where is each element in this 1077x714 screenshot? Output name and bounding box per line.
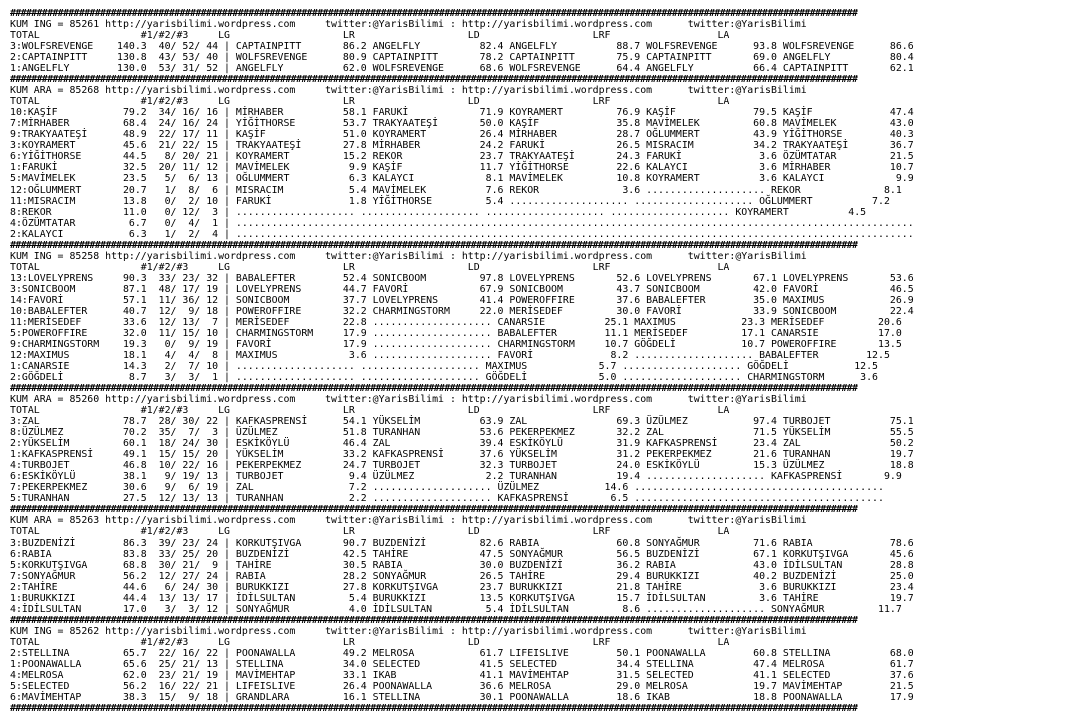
separator-line: ################################################################################################################################################################	[10, 383, 858, 395]
race-header-line: KUM ING = 85262 http://yarisbilimi.wordpress.com twitter:@YarisBilimi : http://yarisbilimi.wordpress.com twitter:@YarisBilimi	[10, 625, 807, 637]
race-row: 12:MAXIMUS 18.1 4/ 4/ 8 | MAXIMUS 3.6 .................... FAVORİ 8.2 .................... BABALEFTER 12.5	[10, 349, 890, 361]
race-statistics-report	[10, 8, 1077, 714]
race-row: 13:LOVELYPRENS 90.3 33/ 23/ 32 | BABALEFTER 52.4 SONICBOOM 97.8 LOVELYPRENS 52.6 LOVELYPRENS 67.1 LOVELYPRENS 53.6	[10, 272, 914, 284]
race-row: 4:TURBOJET 46.8 10/ 22/ 16 | PEKERPEKMEZ 24.7 TURBOJET 32.3 TURBOJET 24.0 ESKİKÖYLÜ 15.3 ÜZÜLMEZ 18.8	[10, 460, 914, 472]
race-row: 1:POONAWALLA 65.6 25/ 21/ 13 | STELLINA 34.0 SELECTED 41.5 SELECTED 34.4 STELLINA 47.4 MELROSA 61.7	[10, 658, 914, 670]
race-row: 2:STELLINA 65.7 22/ 16/ 22 | POONAWALLA 49.2 MELROSA 61.7 LIFEISLIVE 50.1 POONAWALLA 60.8 STELLINA 68.0	[10, 647, 914, 659]
race-row: 7:MİRHABER 68.4 24/ 16/ 24 | YİĞİTHORSE 53.7 TRAKYAATEŞİ 50.0 KAŞİF 35.8 MAVİMELEK 60.8 MAVİMELEK 43.0	[10, 118, 914, 130]
race-header-line: KUM ARA = 85268 http://yarisbilimi.wordpress.com twitter:@YarisBilimi : http://yarisbilimi.wordpress.com twitter:@YarisBilimi	[10, 85, 807, 97]
race-row: 9:CHARMINGSTORM 19.3 0/ 9/ 19 | FAVORİ 17.9 .................... CHARMINGSTORM 10.7 GÖĞDELİ 10.7 POWEROFFIRE 13.5	[10, 338, 902, 350]
separator-line: ################################################################################################################################################################	[10, 702, 858, 714]
column-header-line: TOTAL #1/#2/#3 LG LR LD LRF LA	[10, 30, 730, 42]
race-header-line: KUM ING = 85258 http://yarisbilimi.wordpress.com twitter:@YarisBilimi : http://yarisbilimi.wordpress.com twitter:@YarisBilimi	[10, 250, 807, 262]
race-header-line: KUM ING = 85261 http://yarisbilimi.wordpress.com twitter:@YarisBilimi : http://yarisbilimi.wordpress.com twitter:@YarisBilimi	[10, 19, 807, 31]
race-row: 1:KAFKASPRENSİ 49.1 15/ 15/ 20 | YÜKSELİM 33.2 KAFKASPRENSİ 37.6 YÜKSELİM 31.2 PEKERPEKMEZ 21.6 TURANHAN 19.7	[10, 449, 914, 461]
race-row: 8:ÜZÜLMEZ 70.2 35/ 7/ 3 | ÜZÜLMEZ 51.8 TURANHAN 53.6 PEKERPEKMEZ 32.2 ZAL 71.5 YÜKSELİM 55.5	[10, 427, 914, 439]
race-row: 7:SONYAĞMUR 56.2 12/ 27/ 24 | RABIA 28.2 SONYAĞMUR 26.5 TAHİRE 29.4 BURUKKIZI 40.2 BUZDENİZİ 25.0	[10, 570, 914, 582]
race-row: 2:KALAYCI 6.3 1/ 2/ 4 | ..................................................................................................................	[10, 228, 914, 240]
race-row: 3:KOYRAMERT 45.6 21/ 22/ 15 | TRAKYAATEŞİ 27.8 MİRHABER 24.2 FARUKİ 26.5 MISRACIM 34.2 TRAKYAATEŞİ 36.7	[10, 140, 914, 152]
race-row: 14:FAVORİ 57.1 11/ 36/ 12 | SONICBOOM 37.7 LOVELYPRENS 41.4 POWEROFFIRE 37.6 BABALEFTER 35.0 MAXIMUS 26.9	[10, 294, 914, 306]
race-row: 1:ANGELFLY 130.0 53/ 31/ 52 | ANGELFLY 62.0 WOLFSREVENGE 68.6 WOLFSREVENGE 64.4 ANGELFLY 66.4 CAPTAINPITT 62.1	[10, 63, 914, 75]
column-header-line: TOTAL #1/#2/#3 LG LR LD LRF LA	[10, 405, 730, 417]
race-row: 10:KAŞİF 79.2 34/ 16/ 16 | MİRHABER 58.1 FARUKİ 71.9 KOYRAMERT 76.9 KAŞİF 79.5 KAŞİF 47.4	[10, 107, 914, 119]
race-row: 1:BURUKKIZI 44.4 13/ 13/ 17 | İDİLSULTAN 5.4 BURUKKIZI 13.5 KORKUTŞIVGA 15.7 İDİLSULTAN 3.6 TAHİRE 19.7	[10, 592, 914, 604]
race-header-line: KUM ARA = 85260 http://yarisbilimi.wordpress.com twitter:@YarisBilimi : http://yarisbilimi.wordpress.com twitter:@YarisBilimi	[10, 394, 807, 406]
race-row: 1:CANARSIE 14.3 2/ 7/ 10 | .................... .................... MAXIMUS 5.7 .................... GÖĞDELİ 12.5	[10, 361, 879, 372]
race-row: 9:TRAKYAATEŞİ 48.9 22/ 17/ 11 | KAŞİF 51.0 KOYRAMERT 26.4 MİRHABER 28.7 OĞLUMMERT 43.9 YİĞİTHORSE 40.3	[10, 129, 914, 141]
race-row: 6:RABIA 83.8 33/ 25/ 20 | BUZDENİZİ 42.5 TAHİRE 47.5 SONYAĞMUR 56.5 BUZDENİZİ 67.1 KORKUTŞIVGA 45.6	[10, 548, 914, 560]
race-row: 2:TAHİRE 44.6 6/ 24/ 30 | BURUKKIZI 27.8 KORKUTŞIVGA 23.7 BURUKKIZI 21.8 TAHİRE 3.6 BURUKKIZI 23.4	[10, 581, 914, 593]
separator-line: ################################################################################################################################################################	[10, 504, 858, 516]
separator-line: ################################################################################################################################################################	[10, 8, 858, 19]
race-row: 10:BABALEFTER 40.7 12/ 9/ 18 | POWEROFFIRE 32.2 CHARMINGSTORM 22.0 MERİSEDEF 30.0 FAVORİ 33.9 SONICBOOM 22.4	[10, 305, 914, 317]
race-row: 6:YİĞİTHORSE 44.5 8/ 20/ 21 | KOYRAMERT 15.2 REKOR 23.7 TRAKYAATEŞİ 24.3 FARUKİ 3.6 ÖZÜMTATAR 21.5	[10, 151, 914, 163]
race-row: 5:KORKUTŞIVGA 68.8 30/ 21/ 9 | TAHİRE 30.5 RABIA 30.0 BUZDENİZİ 36.2 RABIA 43.0 İDİLSULTAN 28.8	[10, 559, 914, 571]
race-row: 5:SELECTED 56.2 16/ 22/ 21 | LIFEISLIVE 26.4 POONAWALLA 36.6 MELROSA 29.0 MELROSA 19.7 MAVİMEHTAP 21.5	[10, 680, 914, 692]
race-row: 8:REKOR 11.0 0/ 12/ 3 | .................... .................... .................... .................... KOYRAMERT 4.5	[10, 206, 867, 218]
race-row: 7:PEKERPEKMEZ 30.6 9/ 6/ 19 | ZAL 7.2 .................... ÜZÜLMEZ 14.6 ..........................................	[10, 482, 884, 494]
race-row: 11:MISRACIM 13.8 0/ 2/ 10 | FARUKİ 1.8 YİĞİTHORSE 5.4 .................... .................... OĞLUMMERT 7.2	[10, 195, 890, 207]
column-header-line: TOTAL #1/#2/#3 LG LR LD LRF LA	[10, 526, 730, 538]
race-row: 4:MELROSA 62.0 23/ 21/ 19 | MAVİMEHTAP 33.1 IKAB 41.1 MAVİMEHTAP 31.5 SELECTED 41.1 SELECTED 37.6	[10, 669, 914, 681]
column-header-line: TOTAL #1/#2/#3 LG LR LD LRF LA	[10, 96, 730, 108]
race-row: 12:OĞLUMMERT 20.7 1/ 8/ 6 | MISRACIM 5.4 MAVİMELEK 7.6 REKOR 3.6 .................... REKOR 8.1	[10, 184, 902, 196]
race-row: 6:ESKİKÖYLÜ 38.1 9/ 19/ 13 | TURBOJET 9.4 ÜZÜLMEZ 2.2 TURANHAN 19.4 .................... KAFKASPRENSİ 9.9	[10, 471, 902, 483]
race-row: 2:YÜKSELİM 60.1 18/ 24/ 30 | ESKİKÖYLÜ 46.4 ZAL 39.4 ESKİKÖYLÜ 31.9 KAFKASPRENSİ 23.4 ZAL 50.2	[10, 438, 914, 450]
race-row: 2:CAPTAINPITT 130.8 43/ 53/ 40 | WOLFSREVENGE 80.9 CAPTAINPITT 78.2 CAPTAINPITT 75.9 CAPTAINPITT 69.0 ANGELFLY 80.4	[10, 52, 914, 64]
column-header-line: TOTAL #1/#2/#3 LG LR LD LRF LA	[10, 636, 730, 648]
race-row: 5:POWEROFFIRE 32.0 11/ 15/ 10 | CHARMINGSTORM 17.9 .................... BABALEFTER 11.1 MERİSEDEF 17.1 CANARSIE 17.0	[10, 327, 902, 339]
separator-line: ################################################################################################################################################################	[10, 614, 858, 626]
race-row: 2:GÖĞDELİ 8.7 3/ 3/ 1 | .................... .................... GÖĞDELİ 5.0 .................... CHARMINGSTORM 3.6	[10, 372, 879, 384]
column-header-line: TOTAL #1/#2/#3 LG LR LD LRF LA	[10, 261, 730, 273]
race-header-line: KUM ARA = 85263 http://yarisbilimi.wordpress.com twitter:@YarisBilimi : http://yarisbilimi.wordpress.com twitter:@YarisBilimi	[10, 515, 807, 527]
separator-line: ################################################################################################################################################################	[10, 74, 858, 86]
race-row: 1:FARUKİ 32.5 20/ 11/ 12 | MAVİMELEK 9.9 KAŞİF 11.7 YİĞİTHORSE 22.6 KALAYCI 3.6 MİRHABER 10.7	[10, 162, 914, 174]
race-row: 4:İDİLSULTAN 17.0 3/ 3/ 12 | SONYAĞMUR 4.0 İDİLSULTAN 5.4 İDİLSULTAN 8.6 .................... SONYAĞMUR 11.7	[10, 603, 902, 615]
race-row: 3:SONICBOOM 87.1 48/ 17/ 19 | LOVELYPRENS 44.7 FAVORİ 67.9 SONICBOOM 43.7 SONICBOOM 42.0 FAVORİ 46.5	[10, 283, 914, 295]
race-row: 6:MAVİMEHTAP 38.3 15/ 9/ 18 | GRANDLARA 16.1 STELLINA 30.1 POONAWALLA 18.6 IKAB 18.8 POONAWALLA 17.9	[10, 691, 914, 703]
race-row: 4:ÖZÜMTATAR 6.7 0/ 4/ 1 | ..................................................................................................................	[10, 217, 914, 229]
race-row: 3:WOLFSREVENGE 140.3 40/ 52/ 44 | CAPTAINPITT 86.2 ANGELFLY 82.4 ANGELFLY 88.7 WOLFSREVENGE 93.8 WOLFSREVENGE 86.6	[10, 41, 914, 53]
race-row: 3:BUZDENİZİ 86.3 39/ 23/ 24 | KORKUTŞIVGA 90.7 BUZDENİZİ 82.6 RABIA 60.8 SONYAĞMUR 71.6 RABIA 78.6	[10, 537, 914, 549]
race-row: 5:MAVİMELEK 23.5 5/ 6/ 13 | OĞLUMMERT 6.3 KALAYCI 8.1 MAVİMELEK 10.8 KOYRAMERT 3.6 KALAYCI 9.9	[10, 173, 914, 185]
race-row: 11:MERİSEDEF 33.6 12/ 13/ 7 | MERİSEDEF 22.8 .................... CANARSIE 25.1 MAXIMUS 23.3 MERİSEDEF 20.6	[10, 316, 902, 328]
separator-line: ################################################################################################################################################################	[10, 239, 858, 251]
race-row: 3:ZAL 78.7 28/ 30/ 22 | KAFKASPRENSİ 54.1 YÜKSELİM 63.9 ZAL 69.3 ÜZÜLMEZ 97.4 TURBOJET 75.1	[10, 416, 914, 428]
race-row: 5:TURANHAN 27.5 12/ 13/ 13 | TURANHAN 2.2 .................... KAFKASPRENSİ 6.5 ..........................................	[10, 493, 884, 505]
